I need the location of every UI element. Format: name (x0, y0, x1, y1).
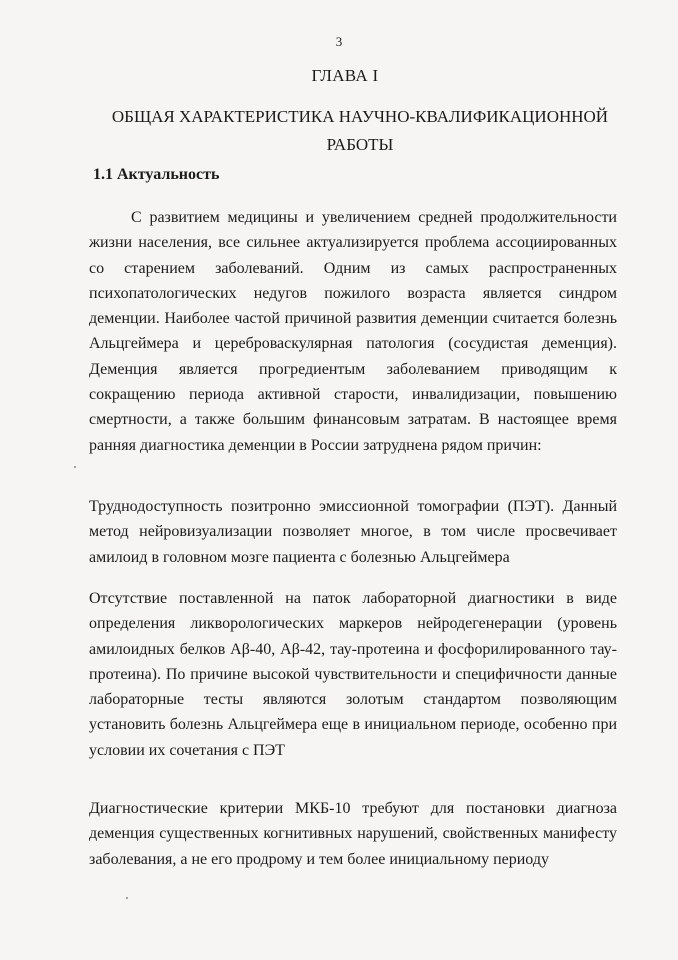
scan-speck (74, 466, 76, 468)
scan-speck (126, 897, 128, 899)
reason-paragraph-pet: Труднодоступность позитронно эмиссионной томографии (ПЭТ). Данный метод нейровизуализации позволяет многое, в том числе просвечивает амилоид в головном мозге пациента с болезнью Альцгеймера (89, 498, 617, 566)
page-number: 3 (335, 34, 343, 49)
reason-paragraph-icd-criteria: Диагностические критерии МКБ-10 требуют для постановки диагноза деменция существенных когнитивных нарушений, свойственных манифесту заболевания, а не его продрому и тем более инициальному периоду (89, 800, 617, 868)
section-heading: 1.1 Актуальность (93, 166, 220, 183)
chapter-title: ОБЩАЯ ХАРАКТЕРИСТИКА НАУЧНО-КВАЛИФИКАЦИОННОЙ РАБОТЫ (111, 107, 609, 154)
chapter-label: ГЛАВА I (311, 66, 379, 85)
intro-paragraph: С развитием медицины и увеличением средней продолжительности жизни населения, все сильнее актуализируется проблема ассоциированных со старением заболеваний. Одним из самых распространенных психопатологических недугов пожилого возраста является синдром деменции. Наиболее частой причиной развития деменции считается болезнь Альцгеймера и цереброваскулярная патология (сосудистая деменция). Деменция является прогредиентым заболеванием приводящим к сокращению периода активной старости, инвалидизации, повышению смертности, а также большим финансовым затратам. В настоящее время ранняя диагностика деменции в России затруднена рядом причин: (89, 209, 617, 454)
reason-paragraph-lab-diagnostics: Отсутствие поставленной на паток лабораторной диагностики в виде определения ликворологических маркеров нейродегенерации (уровень амилоидных белков Aβ-40, Aβ-42, тау-протеина и фосфорилированного тау-протеина). По причине высокой чувствительности и специфичности данные лабораторные тесты являются золотым стандартом позволяющим установить болезнь Альцгеймера еще в инициальном периоде, особенно при условии их сочетания с ПЭТ (89, 590, 617, 759)
